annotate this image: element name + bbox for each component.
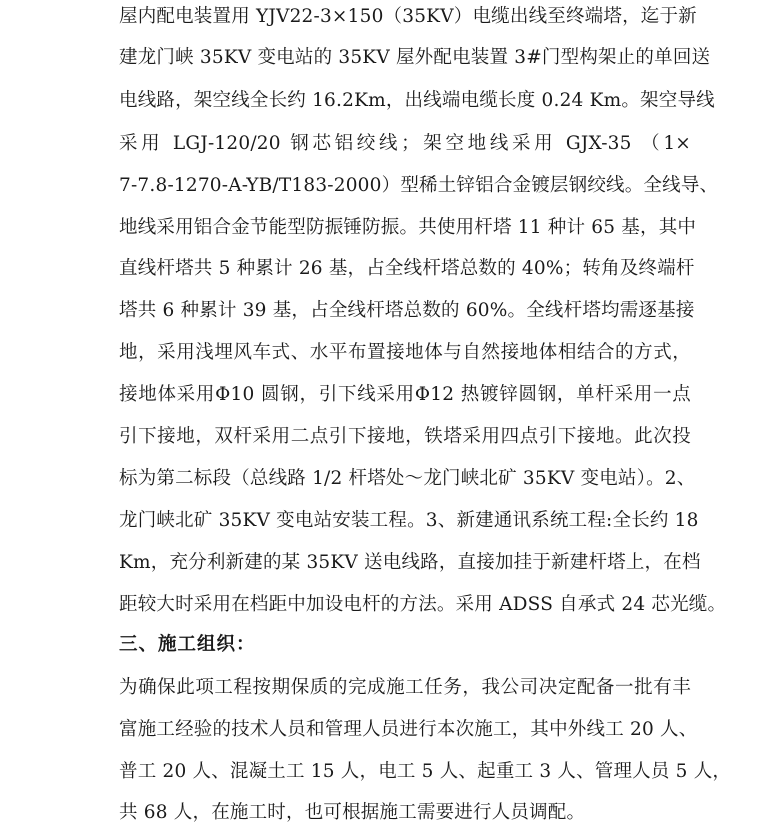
paragraph-line: 电线路，架空线全长约 16.2Km，出线端电缆长度 0.24 Km。架空导线 (119, 90, 715, 111)
paragraph-line: 为确保此项工程按期保质的完成施工任务，我公司决定配备一批有丰 (119, 677, 691, 698)
paragraph-line: 地线采用铝合金节能型防振锤防振。共使用杆塔 11 种计 65 基，其中 (119, 217, 697, 238)
paragraph-line: 引下接地，双杆采用二点引下接地，铁塔采用四点引下接地。此次投 (119, 426, 691, 447)
paragraph-line: 直线杆塔共 5 种累计 26 基，占全线杆塔总数的 40%；转角及终端杆 (119, 258, 695, 279)
paragraph-line: 塔共 6 种累计 39 基，占全线杆塔总数的 60%。全线杆塔均需逐基接 (119, 300, 695, 321)
paragraph-line: 屋内配电装置用 YJV22-3×150（35KV）电缆出线至终端塔，迄于新 (119, 6, 697, 27)
paragraph-line: 地，采用浅埋风车式、水平布置接地体与自然接地体相结合的方式， (119, 342, 691, 363)
paragraph-line: 龙门峡北矿 35KV 变电站安装工程。3、新建通讯系统工程:全长约 18 (119, 510, 699, 531)
paragraph-line: 距较大时采用在档距中加设电杆的方法。采用 ADSS 自承式 24 芯光缆。 (119, 594, 727, 615)
paragraph-line: 富施工经验的技术人员和管理人员进行本次施工，其中外线工 20 人、 (119, 719, 698, 740)
paragraph-line: 接地体采用Φ10 圆钢，引下线采用Φ12 热镀锌圆钢，单杆采用一点 (119, 384, 691, 405)
paragraph-line: 建龙门峡 35KV 变电站的 35KV 屋外配电装置 3#门型构架止的单回送 (119, 47, 711, 68)
paragraph-line: 标为第二标段（总线路 1/2 杆塔处～龙门峡北矿 35KV 变电站）。2、 (119, 468, 696, 489)
paragraph-line: Km，充分利新建的某 35KV 送电线路，直接加挂于新建杆塔上，在档 (119, 552, 701, 573)
paragraph-line: 共 68 人，在施工时，也可根据施工需要进行人员调配。 (119, 802, 586, 823)
paragraph-line: 采用 LGJ-120/20 钢芯铝绞线；架空地线采用 GJX-35 （1× (119, 133, 691, 154)
section-heading: 三、施工组织： (119, 634, 256, 655)
paragraph-line: 7-7.8-1270-A-YB/T183-2000）型稀土锌铝合金镀层钢绞线。全线导、 (119, 175, 719, 196)
paragraph-line: 普工 20 人、混凝土工 15 人，电工 5 人、起重工 3 人、管理人员 5 人， (119, 761, 732, 782)
